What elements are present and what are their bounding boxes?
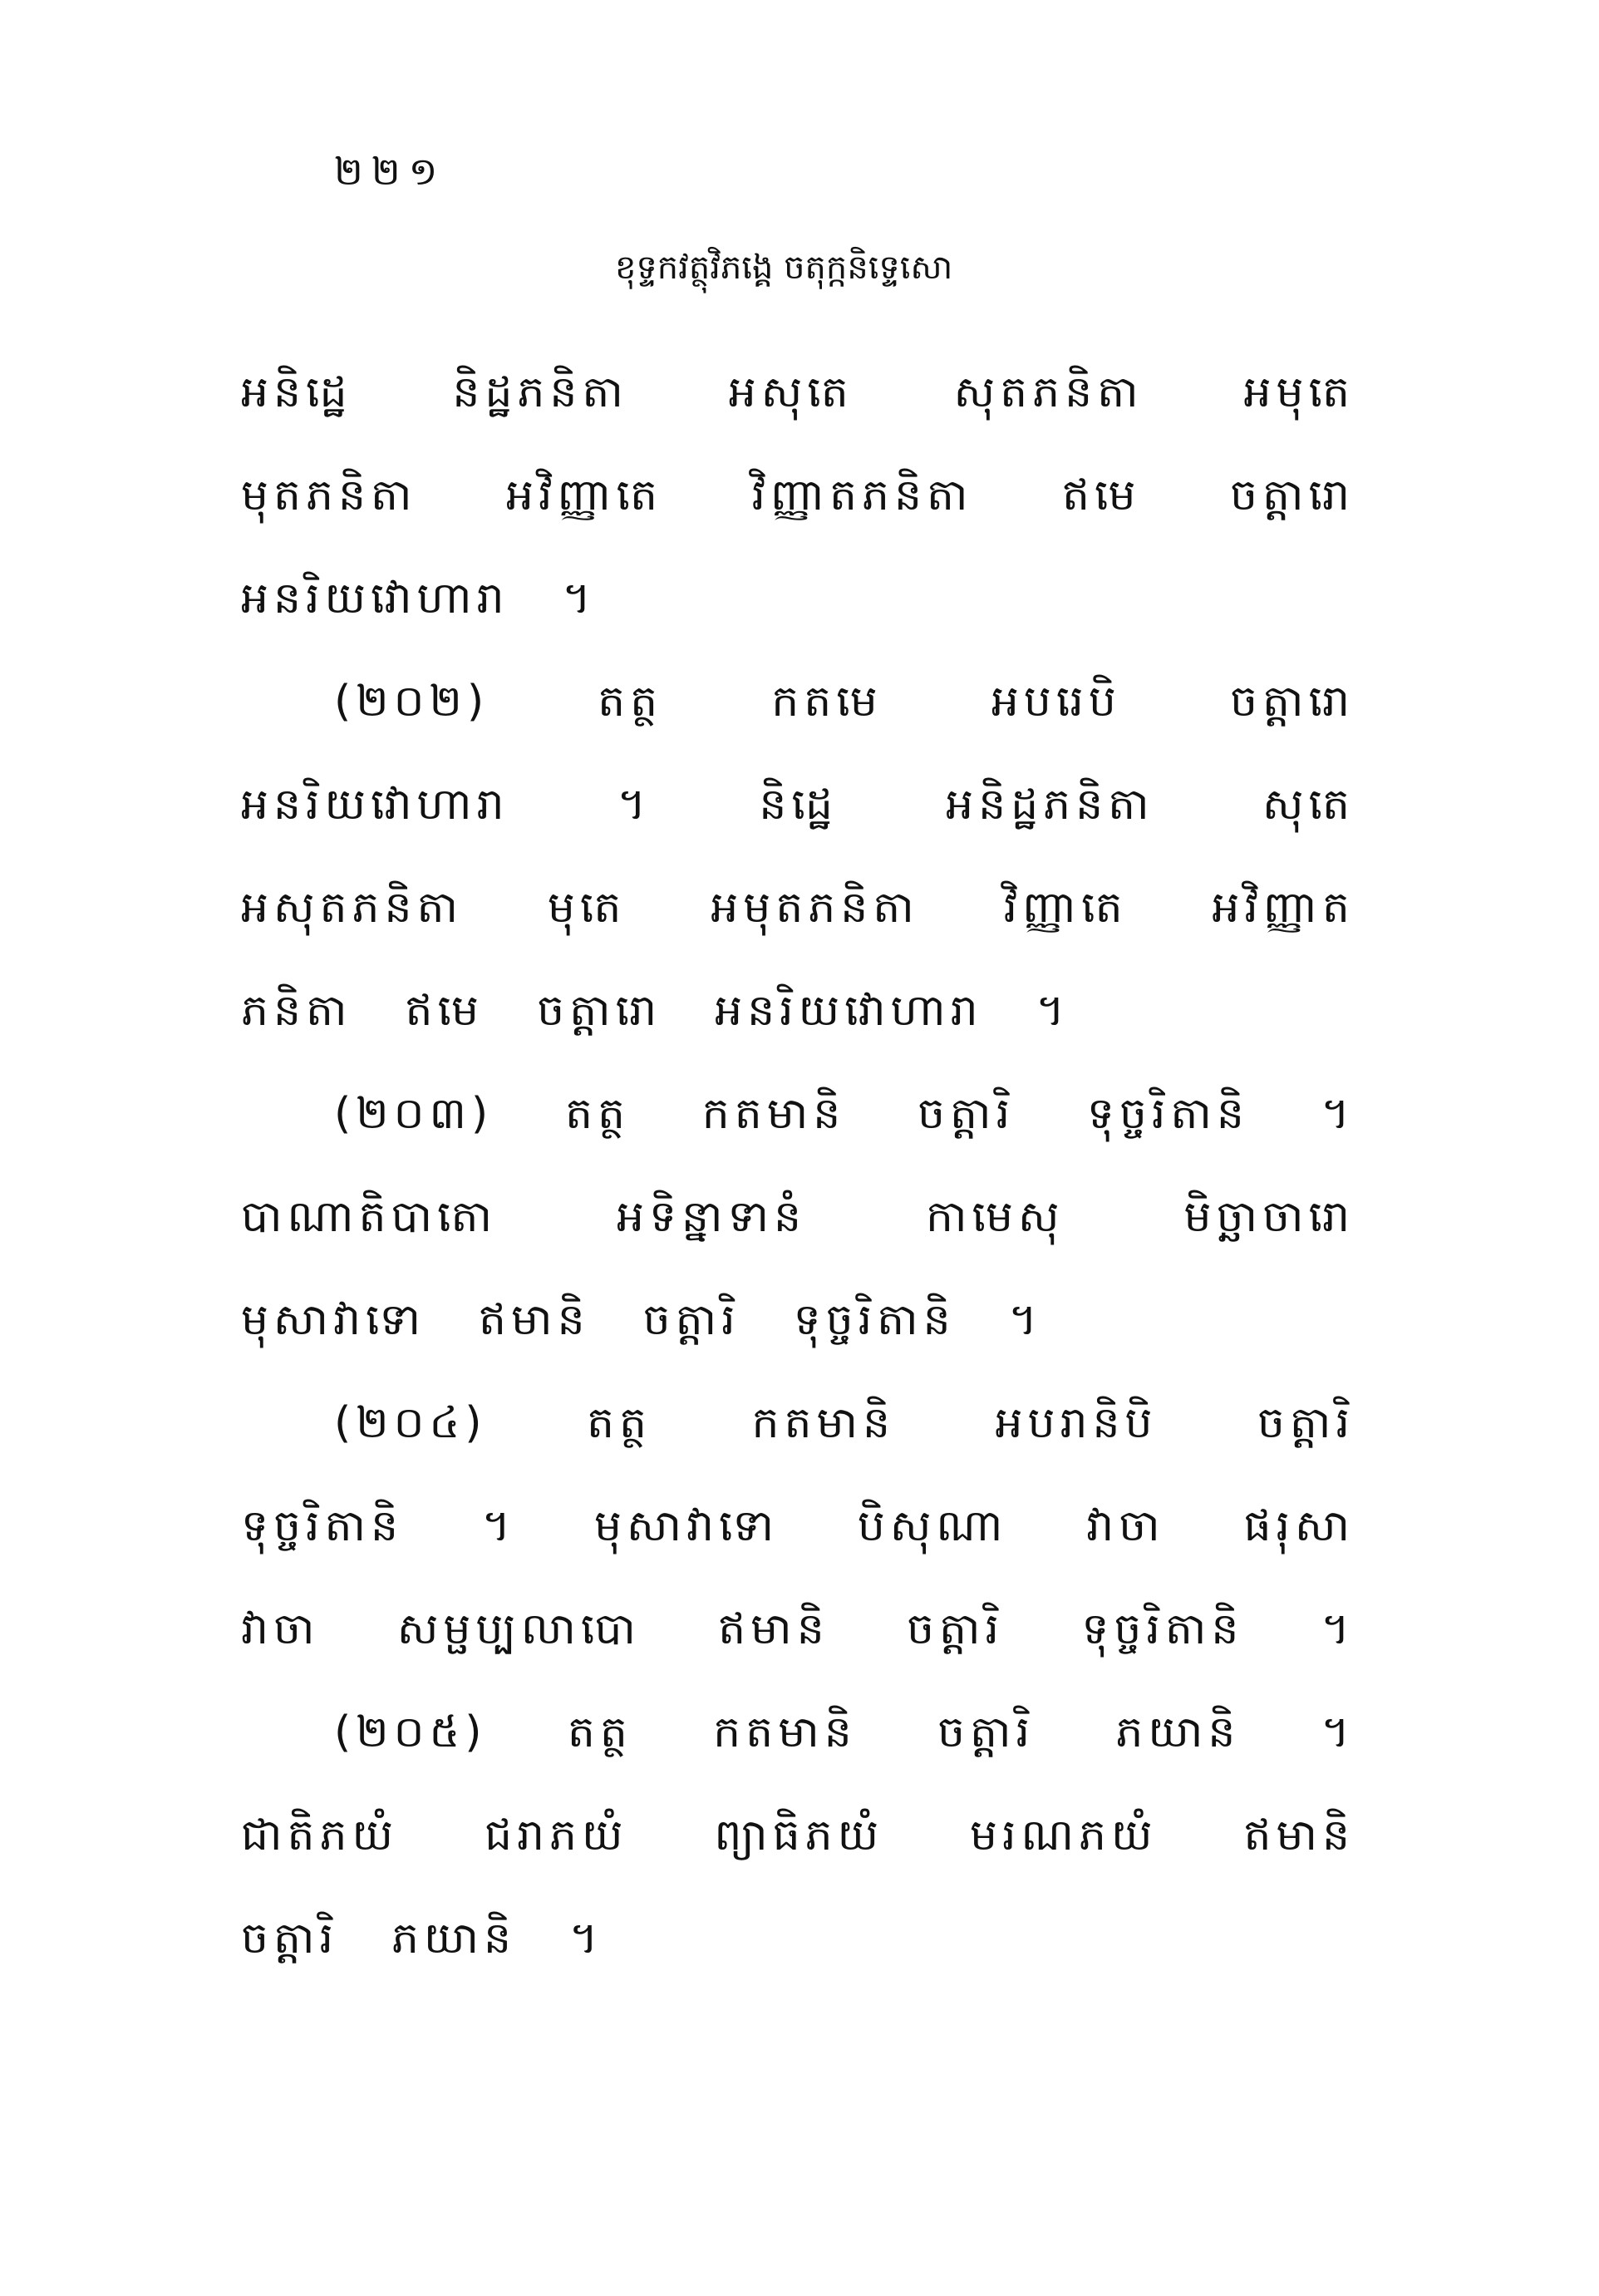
word: (២០៣) (334, 1089, 494, 1139)
text-line (241, 547, 1355, 650)
word: និដ្ឋភនិតា (452, 367, 628, 417)
word: ចត្តារោ (1229, 471, 1355, 520)
word: ព្យាធិភយំ (714, 1811, 884, 1860)
word: វិញ្ញាតភនិតា (751, 471, 973, 520)
running-header: ខុទ្ទកវត្ថុវិភង្គេ ចតុក្កនិទ្ទេសោ (615, 249, 953, 287)
word: ចត្តារិ (241, 1914, 339, 1963)
page-number: ២២១ (334, 149, 446, 194)
word: (២០២) (334, 677, 490, 727)
word: ។ (1008, 1295, 1042, 1345)
word: អមុតេ (1243, 367, 1355, 417)
text-line (241, 1372, 1355, 1475)
word: តត្ថ (567, 1707, 632, 1757)
word: ។ (569, 1914, 603, 1963)
text-line (241, 1475, 1355, 1578)
text-line (241, 1165, 1355, 1269)
word: ។ (1321, 1089, 1355, 1139)
text-line (241, 1578, 1355, 1681)
word: អនរិយវោហារា (241, 780, 509, 830)
word: ឥមេ (405, 986, 485, 1036)
word: ភយានិ (391, 1914, 517, 1963)
word: ឥមេ (1061, 471, 1141, 520)
text-line (241, 1062, 1355, 1165)
word: អទិន្នាទានំ (616, 1192, 807, 1242)
word: អបរេបិ (991, 677, 1121, 727)
word: ជាតិភយំ (241, 1811, 399, 1860)
word: មុសាវាទោ (241, 1295, 426, 1345)
word: អសុតេ (728, 367, 854, 417)
text-line (241, 1269, 1355, 1372)
word: ភនិតា (241, 986, 352, 1036)
word: ។ (1036, 986, 1070, 1036)
word: បាណាតិបាតោ (241, 1192, 498, 1242)
word: អនិដ្ឋភនិតា (946, 780, 1154, 830)
word: សម្ផប្បលាបោ (396, 1604, 641, 1654)
word: សុតភនិតា (953, 367, 1144, 417)
word: កតមានិ (751, 1398, 895, 1448)
word: អនិដ្ឋេ (241, 367, 352, 417)
word: អវិញ្ញាត (1212, 883, 1355, 933)
text-line (241, 1784, 1355, 1887)
word: (២០៥) (334, 1707, 487, 1757)
text-line (241, 1887, 1355, 1990)
word: ឥមានិ (479, 1295, 590, 1345)
word: ចត្តារិ (918, 1089, 1016, 1139)
word: ។ (562, 574, 596, 623)
word: មិច្ឆាចារោ (1183, 1192, 1355, 1242)
word: តត្ថ (598, 677, 663, 727)
word: វិញ្ញាតេ (1003, 883, 1128, 933)
word: និដ្ឋេ (759, 780, 838, 830)
word: វាចា (241, 1604, 320, 1654)
word: អសុតភនិតា (241, 883, 464, 933)
word: ចត្តារិ (907, 1604, 1005, 1654)
word: មុតភនិតា (241, 471, 417, 520)
word: ទុច្ចរិតានិ (1081, 1604, 1244, 1654)
word: ភយានិ (1115, 1707, 1241, 1757)
word: មរណភយំ (970, 1811, 1158, 1860)
word: កាមេសុ (925, 1192, 1065, 1242)
word: វាចា (1086, 1501, 1165, 1551)
word: អនរិយវោហារា (715, 986, 983, 1036)
text-line (241, 753, 1355, 856)
word: អបរានិបិ (995, 1398, 1158, 1448)
body-text (241, 341, 1355, 1990)
word: តត្ថ (587, 1398, 652, 1448)
word: ចត្តារិ (937, 1707, 1036, 1757)
word: (២០៤) (334, 1398, 487, 1448)
word: បិសុណា (857, 1501, 1008, 1551)
word: កតមានិ (713, 1707, 857, 1757)
word: អវិញ្ញាតេ (506, 471, 663, 520)
word: សុតេ (1262, 780, 1355, 830)
word: ទុច្ចរិតានិ (793, 1295, 956, 1345)
word: កតមានិ (701, 1089, 846, 1139)
word: ផរុសា (1243, 1501, 1355, 1551)
word: ។ (1321, 1604, 1355, 1654)
text-line (241, 650, 1355, 753)
word: ជរាភយំ (484, 1811, 628, 1860)
text-line (241, 856, 1355, 959)
word: ចត្តារោ (537, 986, 662, 1036)
word: ចត្តារិ (1257, 1398, 1355, 1448)
text-line (241, 1681, 1355, 1784)
word: អនរិយវោហារា (241, 574, 509, 623)
text-line (241, 444, 1355, 547)
word: ឥមានិ (718, 1604, 829, 1654)
word: ទុច្ចរិតានិ (241, 1501, 404, 1551)
word: មុសាវាទោ (593, 1501, 779, 1551)
text-line (241, 341, 1355, 444)
word: ។ (481, 1501, 516, 1551)
word: ទុច្ចរិតានិ (1086, 1089, 1249, 1139)
word: មុតេ (547, 883, 627, 933)
word: ចត្តារិ (642, 1295, 740, 1345)
word: ឥមានិ (1243, 1811, 1355, 1860)
word: ចត្តារោ (1229, 677, 1355, 727)
word: ។ (617, 780, 652, 830)
word: កតមេ (771, 677, 883, 727)
text-line (241, 959, 1355, 1062)
word: តត្ថ (564, 1089, 630, 1139)
word: ។ (1321, 1707, 1355, 1757)
word: អមុតភនិតា (711, 883, 919, 933)
